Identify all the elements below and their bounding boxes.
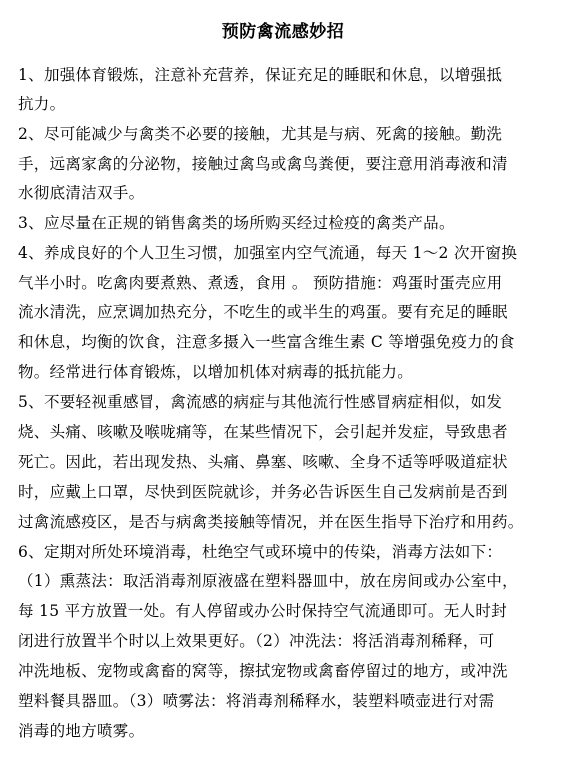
text-line: 每 15 平方放置一处。有人停留或办公时保持空气流通即可。无人时封	[18, 602, 507, 620]
text-line: 1、加强体育锻炼，注意补充营养，保证充足的睡眠和休息，以增强抵	[18, 66, 503, 84]
text-line: 6、定期对所处环境消毒，杜绝空气或环境中的传染，消毒方法如下：	[18, 543, 503, 561]
text-line: 烧、头痛、咳嗽及喉咙痛等，在某些情况下，会引起并发症，导致患者	[18, 423, 508, 441]
text-line: （1）熏蒸法：取活消毒剂原液盛在塑料器皿中，放在房间或办公室中，	[18, 572, 518, 590]
text-line: 3、应尽量在正规的销售禽类的场所购买经过检疫的禽类产品。	[18, 214, 455, 232]
text-line: 物。经常进行体育锻炼，以增加机体对病毒的抵抗能力。	[18, 363, 414, 381]
text-line: 流水清洗，应烹调加热充分，不吃生的或半生的鸡蛋。要有充足的睡眠	[18, 303, 508, 321]
text-line: 死亡。因此，若出现发热、头痛、鼻塞、咳嗽、全身不适等呼吸道症状	[18, 453, 508, 471]
text-line: 气半小时。吃禽肉要煮熟、煮透，食用 。 预防措施：鸡蛋时蛋壳应用	[18, 274, 503, 292]
text-line: 5、不要轻视重感冒，禽流感的病症与其他流行性感冒病症相似，如发	[18, 393, 503, 411]
text-line: 手，远离家禽的分泌物，接触过禽鸟或禽鸟粪便，要注意用消毒液和清	[18, 155, 508, 173]
page-title: 预防禽流感妙招	[221, 22, 345, 42]
text-line: 闭进行放置半个时以上效果更好。（2）冲洗法：将活消毒剂稀释，可	[18, 632, 495, 650]
text-line: 过禽流感疫区，是否与病禽类接触等情况，并在医生指导下治疗和用药。	[18, 513, 524, 531]
text-line: 消毒的地方喷雾。	[18, 722, 145, 740]
text-line: 和休息，均衡的饮食，注意多摄入一些富含维生素 C 等增强免疫力的食	[18, 333, 515, 351]
text-line: 4、养成良好的个人卫生习惯，加强室内空气流通，每天 1～2 次开窗换	[18, 244, 518, 262]
text-line: 抗力。	[18, 95, 66, 113]
text-line: 塑料餐具器皿。（3）喷雾法：将消毒剂稀释水，装塑料喷壶进行对需	[18, 692, 495, 710]
text-line: 2、尽可能减少与禽类不必要的接触，尤其是与病、死禽的接触。勤洗	[18, 125, 503, 143]
text-line: 水彻底清洁双手。	[18, 184, 145, 202]
text-line: 时，应戴上口罩，尽快到医院就诊，并务必告诉医生自己发病前是否到	[18, 483, 508, 501]
text-line: 冲洗地板、宠物或禽畜的窝等，擦拭宠物或禽畜停留过的地方，或冲洗	[18, 662, 508, 680]
